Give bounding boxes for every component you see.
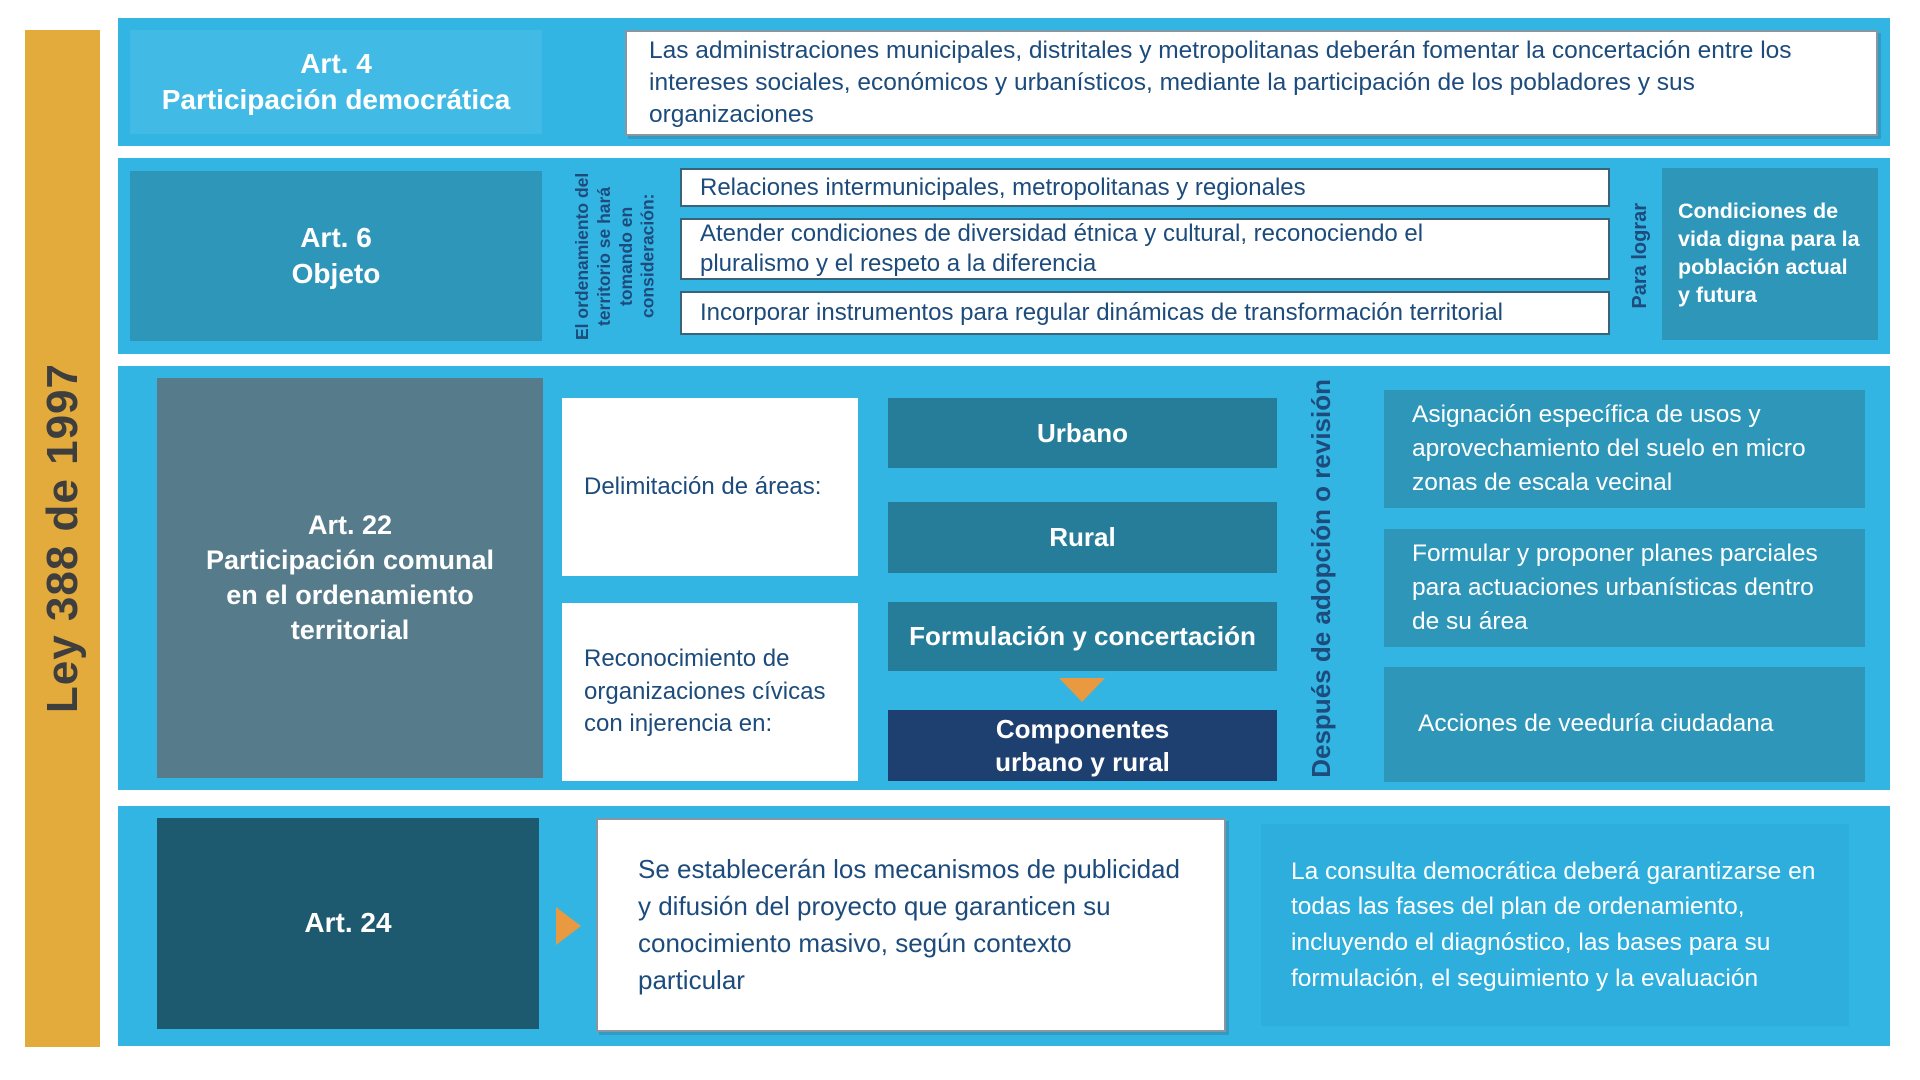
art4-title-line1: Art. 4 [300,47,372,79]
art22-delimitacion-box [562,398,858,576]
art22-formulacion-text: Formulación y concertación [909,621,1256,651]
art22-componentes-line1: Componentes [995,714,1170,744]
section-art22 [118,366,1890,790]
section-art4 [118,18,1890,146]
art22-reconocimiento-text: Reconocimiento de organizaciones cívicas con injerencia en: [584,645,826,738]
art6-item-1 [680,168,1610,207]
art22-title-box [157,378,543,778]
arrow-down-icon [1059,678,1105,702]
art24-white-text: Se establecerán los mecanismos de publicidad y difusión del proyecto que garanticen su conocimiento masivo, según contexto particular [638,854,1180,995]
art22-componentes-line2: urbano y rural [995,746,1170,777]
section-art6 [118,158,1890,354]
art6-goal-box [1662,168,1878,340]
art6-bridge-label: Para lograr [1629,203,1651,309]
art22-urbano-box [888,398,1277,468]
art24-blue-text: La consulta democrática deberá garantizarse en todas las fases del plan de ordenamiento, incluyendo el diagnóstico, las bases para su formulación, el seguimiento y la evaluación [1291,857,1816,992]
art6-title-box [130,171,542,341]
art4-body-text: Las administraciones municipales, distritales y metropolitanas deberán fomentar la concertación entre los intereses sociales, económicos y urbanísticos, mediante la participación de los pobladores y sus organizaciones [649,36,1792,129]
art24-title-box [157,818,539,1029]
art22-urbano-text: Urbano [1037,417,1128,448]
art22-title-rest: Participación comunal en el ordenamiento territorial [205,544,495,646]
art4-title-line2: Participación democrática [161,84,511,115]
art4-body-box [625,30,1878,136]
arrow-right-icon [556,907,581,945]
art22-rural-box [888,502,1277,573]
art6-side-label-wrap [560,158,672,354]
section-art24 [118,806,1890,1046]
art22-reconocimiento-box [562,603,858,781]
art22-right-box-3-text: Acciones de veeduría ciudadana [1418,710,1774,738]
art22-delimitacion-text: Delimitación de áreas: [584,472,822,500]
art24-blue-box [1261,824,1849,1026]
art22-right-box-1-text: Asignación específica de usos y aprovechamiento del suelo en micro zonas de escala vecinal [1412,400,1806,497]
art4-title-box [130,30,542,134]
art22-title-line1: Art. 22 [307,509,393,540]
art22-side-label-wrap [1281,366,1361,790]
art24-title-text: Art. 24 [304,907,392,939]
art22-formulacion-box [888,602,1277,671]
art6-item-2-text: Atender condiciones de diversidad étnica y cultural, reconociendo el pluralismo y el respeto a la diferencia [700,220,1424,277]
art22-componentes-box [888,710,1277,781]
art22-right-box-2 [1384,529,1865,647]
art6-item-3-text: Incorporar instrumentos para regular dinámicas de transformación territorial [700,299,1504,326]
law-title: Ley 388 de 1997 [37,363,87,714]
art22-rural-text: Rural [1049,522,1116,552]
art6-item-1-text: Relaciones intermunicipales, metropolitanas y regionales [700,173,1306,201]
art22-right-box-3 [1384,667,1865,782]
art22-side-label: Después de adopción o revisión [1305,378,1336,778]
art6-item-2 [680,218,1610,280]
law-banner [25,30,100,1047]
art22-right-box-1 [1384,390,1865,508]
art22-right-box-2-text: Formular y proponer planes parciales para actuaciones urbanísticas dentro de su área [1412,539,1818,636]
art6-title-line2: Objeto [291,258,381,289]
art6-item-3 [680,291,1610,335]
art24-white-box [596,818,1226,1032]
art6-side-label: El ordenamiento del territorio se hará tomando en consideración: [572,172,658,340]
art6-goal-text: Condiciones de vida digna para la población actual y futura [1678,199,1860,307]
art6-title-line1: Art. 6 [300,221,372,253]
art6-bridge-label-wrap [1613,158,1668,354]
